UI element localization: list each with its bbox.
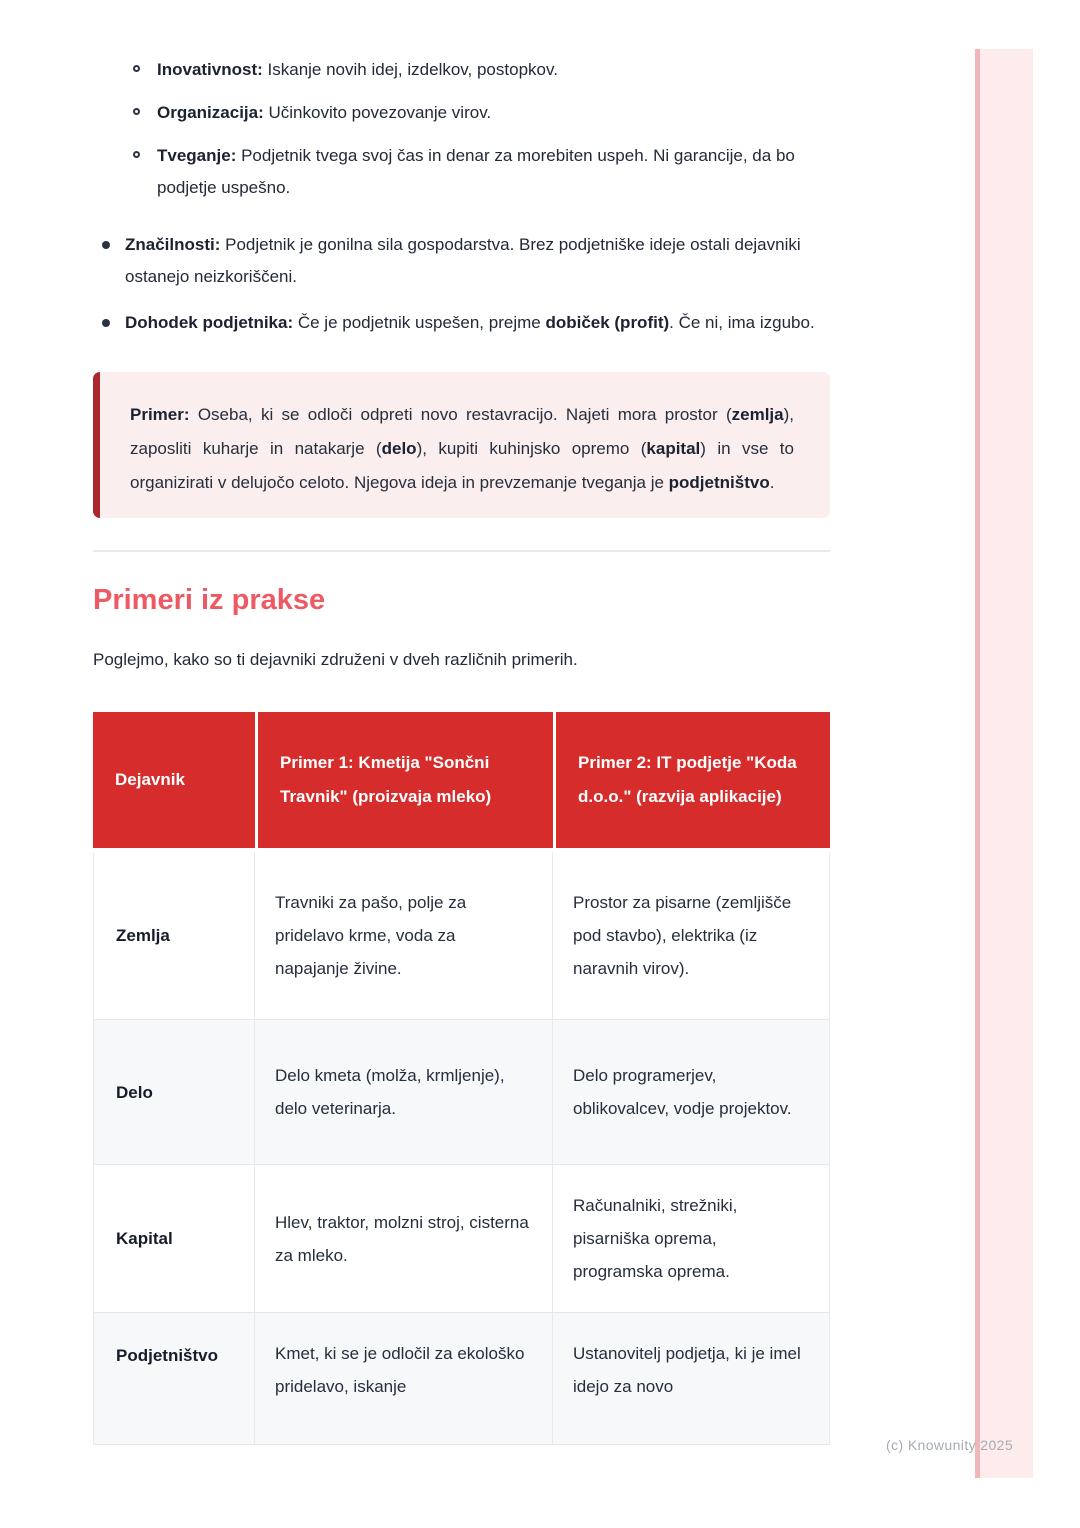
list-item <box>93 229 830 293</box>
row-label: Delo <box>93 1020 255 1165</box>
sub-bullet-list <box>93 54 830 204</box>
list-item-text: Tveganje: Podjetnik tvega svoj čas in denar za morebiten uspeh. Ni garancije, da bo podjetje uspešno. <box>157 146 795 197</box>
list-item-text: Dohodek podjetnika: Če je podjetnik uspešen, prejme dobiček (profit). Če ni, ima izgubo. <box>125 313 815 332</box>
table-body <box>93 852 830 1445</box>
disc-bullet-icon <box>102 241 110 249</box>
table-cell: Hlev, traktor, molzni stroj, cisterna za mleko. <box>255 1165 553 1313</box>
table-cell: Delo kmeta (molža, krmljenje), delo veterinarja. <box>255 1020 553 1165</box>
callout-text: Primer: Oseba, ki se odloči odpreti novo restavracijo. Najeti mora prostor (zemlja), zaposliti kuharje in natakarje (delo), kupiti kuhinjsko opremo (kapital) in vse to organizirati v delujočo celoto. Njegova ideja in prevzemanje tveganja je podjetništvo. <box>130 405 794 492</box>
column-header-dejavnik: Dejavnik <box>93 712 255 852</box>
disc-bullet-icon <box>102 319 110 327</box>
list-item <box>93 97 830 129</box>
circle-bullet-icon <box>133 65 140 72</box>
circle-bullet-icon <box>133 151 140 158</box>
table-cell: Računalniki, strežniki, pisarniška oprema, programska oprema. <box>553 1165 830 1313</box>
section-intro-paragraph: Poglejmo, kako so ti dejavniki združeni v dveh različnih primerih. <box>93 650 578 669</box>
row-label: Podjetništvo <box>93 1313 255 1445</box>
table-cell: Ustanovitelj podjetja, ki je imel idejo za novo <box>553 1313 830 1445</box>
right-margin-stripe <box>975 49 1033 1478</box>
list-item <box>93 307 830 339</box>
list-item-text: Inovativnost: Iskanje novih idej, izdelkov, postopkov. <box>157 60 558 79</box>
list-item <box>93 140 830 204</box>
column-header-primer-2: Primer 2: IT podjetje "Koda d.o.o." (razvija aplikacije) <box>553 712 830 852</box>
column-header-primer-1: Primer 1: Kmetija "Sončni Travnik" (proizvaja mleko) <box>255 712 553 852</box>
list-item-text: Značilnosti: Podjetnik je gonilna sila gospodarstva. Brez podjetniške ideje ostali dejavniki ostanejo neizkoriščeni. <box>125 235 801 286</box>
table-row <box>93 1020 830 1165</box>
row-label: Zemlja <box>93 852 255 1020</box>
table-header-row <box>93 712 830 852</box>
example-callout <box>93 372 830 518</box>
main-bullet-list <box>93 229 830 339</box>
section-heading: Primeri iz prakse <box>93 584 326 616</box>
row-label: Kapital <box>93 1165 255 1313</box>
examples-table <box>93 712 830 1445</box>
table-row <box>93 1165 830 1313</box>
circle-bullet-icon <box>133 108 140 115</box>
copyright-watermark: (c) Knowunity 2025 <box>886 1437 1014 1453</box>
table-row <box>93 1313 830 1445</box>
table-cell: Kmet, ki se je odločil za ekološko pridelavo, iskanje <box>255 1313 553 1445</box>
section-divider <box>93 550 830 552</box>
document-content <box>93 0 830 1445</box>
table-row <box>93 852 830 1020</box>
table-cell: Delo programerjev, oblikovalcev, vodje projektov. <box>553 1020 830 1165</box>
list-item-text: Organizacija: Učinkovito povezovanje virov. <box>157 103 492 122</box>
table-cell: Travniki za pašo, polje za pridelavo krme, voda za napajanje živine. <box>255 852 553 1020</box>
table-header <box>93 712 830 852</box>
table-cell: Prostor za pisarne (zemljišče pod stavbo), elektrika (iz naravnih virov). <box>553 852 830 1020</box>
list-item <box>93 54 830 86</box>
